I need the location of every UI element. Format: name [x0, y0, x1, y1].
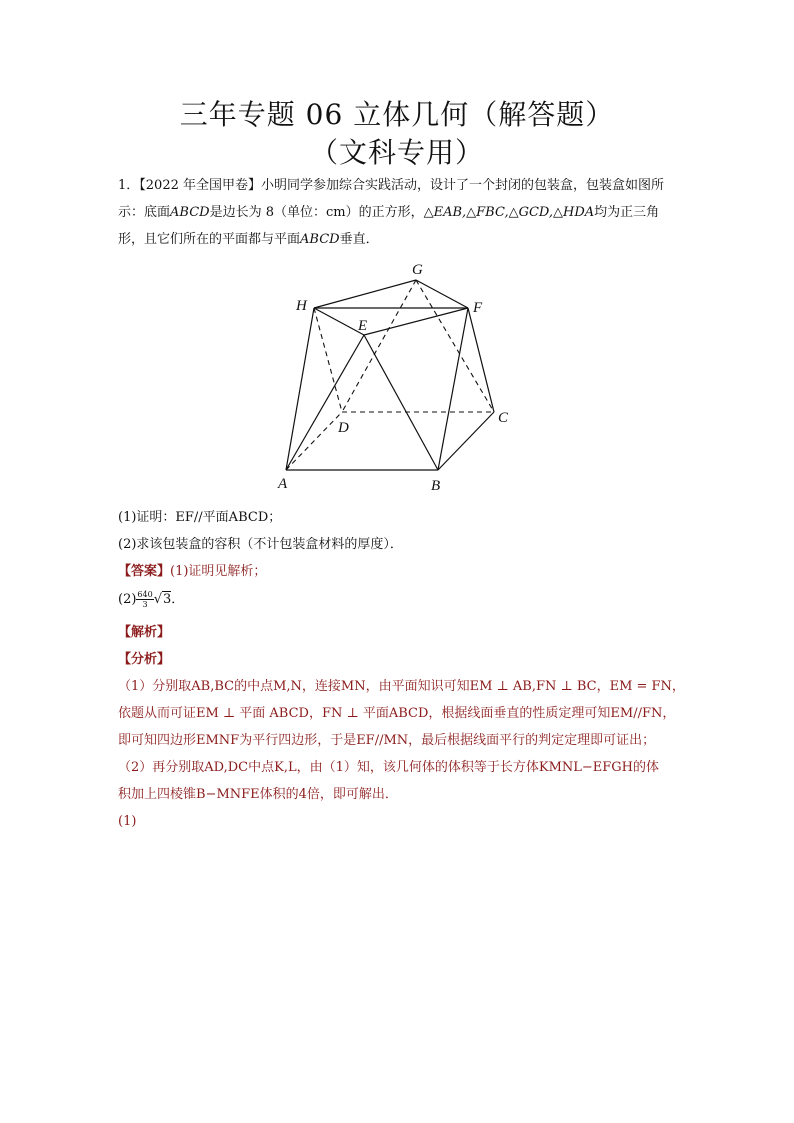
label-A: A [278, 476, 288, 492]
answer-line-1 [118, 562, 266, 582]
answer-label: 【答案】 [118, 564, 171, 579]
edge-FB [438, 308, 468, 470]
square-name: ABCD [170, 205, 210, 220]
label-G: G [412, 262, 423, 278]
question-number: 1． [118, 178, 140, 193]
label-F: F [473, 300, 483, 316]
label-E: E [358, 318, 368, 334]
question-text-b: 是边长为 8（单位：cm）的正方形， [209, 205, 424, 220]
analysis-line-4: （2）再分别取AD,DC中点K,L，由（1）知，该几何体的体积等于长方体KMNL−EFGH的体 [118, 760, 660, 775]
page-subtitle: （文科专用） [309, 136, 484, 169]
edge-GD [342, 280, 416, 412]
fenxi-label: 【分析】 [118, 652, 171, 667]
label-B: B [431, 478, 441, 494]
edge-EF [364, 308, 468, 335]
edge-FC [468, 308, 494, 412]
answer-2-prefix: (2) [118, 592, 137, 607]
analysis-line-3: 即可知四边形EMNF为平行四边形，于是EF//MN，最后根据线面平行的判定定理即可证出； [118, 733, 656, 748]
box-figure [276, 258, 526, 496]
edge-EB [364, 335, 438, 470]
label-D: D [338, 420, 349, 436]
analysis-line-6: (1) [118, 814, 137, 829]
answer-line-2 [118, 590, 184, 610]
plane-name: ABCD [300, 232, 340, 247]
part-2: (2)求该包装盒的容积（不计包装盒材料的厚度）． [118, 537, 403, 552]
edge-HG [314, 280, 416, 308]
question-source: 【2022 年全国甲卷】 [139, 178, 261, 193]
analysis-label: 【解析】 [118, 625, 171, 640]
label-C: C [498, 410, 509, 426]
sqrt-sign: √ [153, 592, 162, 607]
fraction-denominator: 3 [142, 600, 148, 609]
label-H: H [296, 298, 307, 314]
analysis-line-5: 积加上四棱锥B−MNFE体积的4倍，即可解出． [118, 787, 398, 802]
triangle-list: △EAB,△FBC,△GCD,△HDA [423, 205, 595, 220]
edge-GF [416, 280, 468, 308]
answer-2-suffix: ． [171, 592, 185, 607]
fraction-numerator: 640 [137, 590, 153, 599]
analysis-line-1: （1）分别取AB,BC的中点M,N，连接MN，由平面知识可知EM ⊥ AB,FN ⊥ BC，EM = FN， [118, 679, 685, 694]
edge-HE [314, 308, 364, 335]
question-text-c: 均为正三角形，且它们所在的平面都与平面 [118, 205, 660, 247]
sqrt-radicand: 3 [163, 592, 172, 607]
edge-GC [416, 280, 494, 412]
answer-fraction [136, 590, 153, 609]
question-text-d: 垂直． [339, 232, 379, 247]
analysis-line-2: 依题从而可证EM ⊥ 平面 ABCD，FN ⊥ 平面ABCD，根据线面垂直的性质定理可知EM//FN， [118, 706, 676, 721]
part-1: (1)证明：EF//平面ABCD； [118, 510, 282, 525]
question-text-a: 小明同学参加综合实践活动，设计了一个封闭的包装盒，包装盒如图所示：底面 [118, 178, 665, 220]
question-text [118, 172, 678, 253]
page-title: 三年专题 06 立体几何（解答题） [179, 98, 615, 131]
answer-1: (1)证明见解析； [170, 564, 267, 579]
edge-BC [438, 412, 494, 470]
